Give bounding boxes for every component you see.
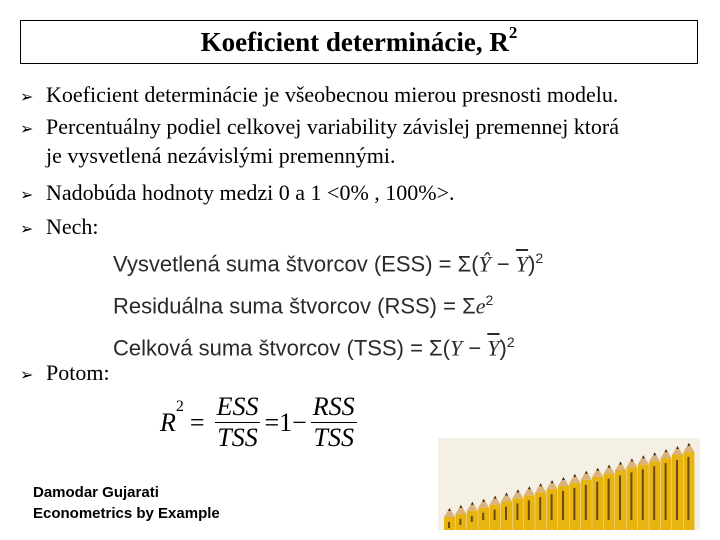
slide-title xyxy=(200,22,518,58)
formula-lhs: R xyxy=(160,407,176,437)
equation-ess: Vysvetlená suma štvorcov (ESS) = Σ(Ŷ − $\overline{Y})^2$ xyxy=(113,250,544,277)
formula-one-minus: =1− xyxy=(264,407,307,437)
bullet-text: Percentuálny podiel celkovej variability závislej premennej ktorá xyxy=(46,114,620,139)
arrow-bullet-icon: ➢ xyxy=(20,219,34,238)
denominator-tss: TSS xyxy=(217,423,258,452)
equation-tss: Celková suma štvorcov $(TSS) = \Sigma(Y - \overline{Y})^2$ xyxy=(113,334,515,361)
fraction-ess-tss xyxy=(215,392,261,453)
pencil xyxy=(512,489,523,530)
pencil xyxy=(455,505,466,530)
denominator-tss: TSS xyxy=(313,423,354,452)
pencil xyxy=(490,496,501,530)
arrow-bullet-icon: ➢ xyxy=(20,365,34,384)
pencils-image xyxy=(438,438,700,530)
tss-label: Celková suma štvorcov (TSS) = Σ( xyxy=(113,335,450,361)
tss-ybar: $\overline{Y}$ xyxy=(487,335,500,361)
pencil xyxy=(604,465,615,530)
pencil xyxy=(535,483,546,530)
ess-exp: 2 xyxy=(535,250,544,266)
ess-label: Vysvetlená suma štvorcov (ESS) = Σ( xyxy=(113,251,479,277)
bullet-text: Koeficient determinácie je všeobecnou mierou presnosti modelu. xyxy=(46,82,619,107)
arrow-bullet-icon: ➢ xyxy=(20,87,34,106)
bullet-4 xyxy=(20,212,99,243)
pencil xyxy=(649,452,660,530)
pencil xyxy=(592,468,603,530)
ess-ybar: $\overline{Y}$ xyxy=(515,251,529,277)
tss-exp: 2 xyxy=(506,334,515,350)
pencil xyxy=(444,508,455,530)
bullet-5 xyxy=(20,358,110,389)
pencil xyxy=(672,446,683,530)
pencil xyxy=(661,449,672,530)
numerator-rss: RSS xyxy=(312,392,355,421)
tss-y: Y xyxy=(449,335,463,361)
pencil xyxy=(478,499,489,530)
bullet-continuation: je vysvetlená nezávislými premennými. xyxy=(46,143,396,168)
credit-author: Damodar Gujarati xyxy=(33,484,159,501)
fraction-rss-tss xyxy=(311,392,357,453)
pencil xyxy=(558,477,569,530)
pencil xyxy=(683,443,694,530)
pencil xyxy=(547,480,558,530)
bullet-3 xyxy=(20,178,455,209)
numerator-ess: ESS xyxy=(216,392,259,421)
equation-rss xyxy=(113,292,493,319)
credit xyxy=(33,482,220,524)
title-text: Koeficient determinácie, R xyxy=(200,26,509,57)
bullet-text: Potom: xyxy=(46,360,110,385)
bullet-text: Nadobúda hodnoty medzi 0 a 1 <0% , 100%>. xyxy=(46,180,455,205)
formula-lhs-exp: 2 xyxy=(175,398,184,415)
rss-exp: 2 xyxy=(485,292,494,308)
r-squared-formula xyxy=(160,392,361,453)
arrow-bullet-icon: ➢ xyxy=(20,119,34,138)
pencil xyxy=(638,455,649,530)
rss-e: e xyxy=(475,293,486,319)
pencil xyxy=(524,486,535,530)
title-box xyxy=(20,20,698,64)
pencil xyxy=(615,462,626,531)
pencil xyxy=(581,471,592,530)
pencil xyxy=(467,502,478,530)
formula-equals: = xyxy=(189,407,205,437)
credit-book: Econometrics by Example xyxy=(33,505,220,522)
pencil xyxy=(569,474,580,530)
rss-label: Residuálna suma štvorcov (RSS) = Σ xyxy=(113,293,476,319)
pencil xyxy=(501,493,512,531)
ess-yhat: Ŷ xyxy=(478,251,491,277)
pencil xyxy=(626,458,637,530)
title-superscript: 2 xyxy=(508,22,518,42)
bullet-text: Nech: xyxy=(46,214,99,239)
bullet-1 xyxy=(20,80,618,111)
arrow-bullet-icon: ➢ xyxy=(20,185,34,204)
bullet-2 xyxy=(20,112,620,168)
